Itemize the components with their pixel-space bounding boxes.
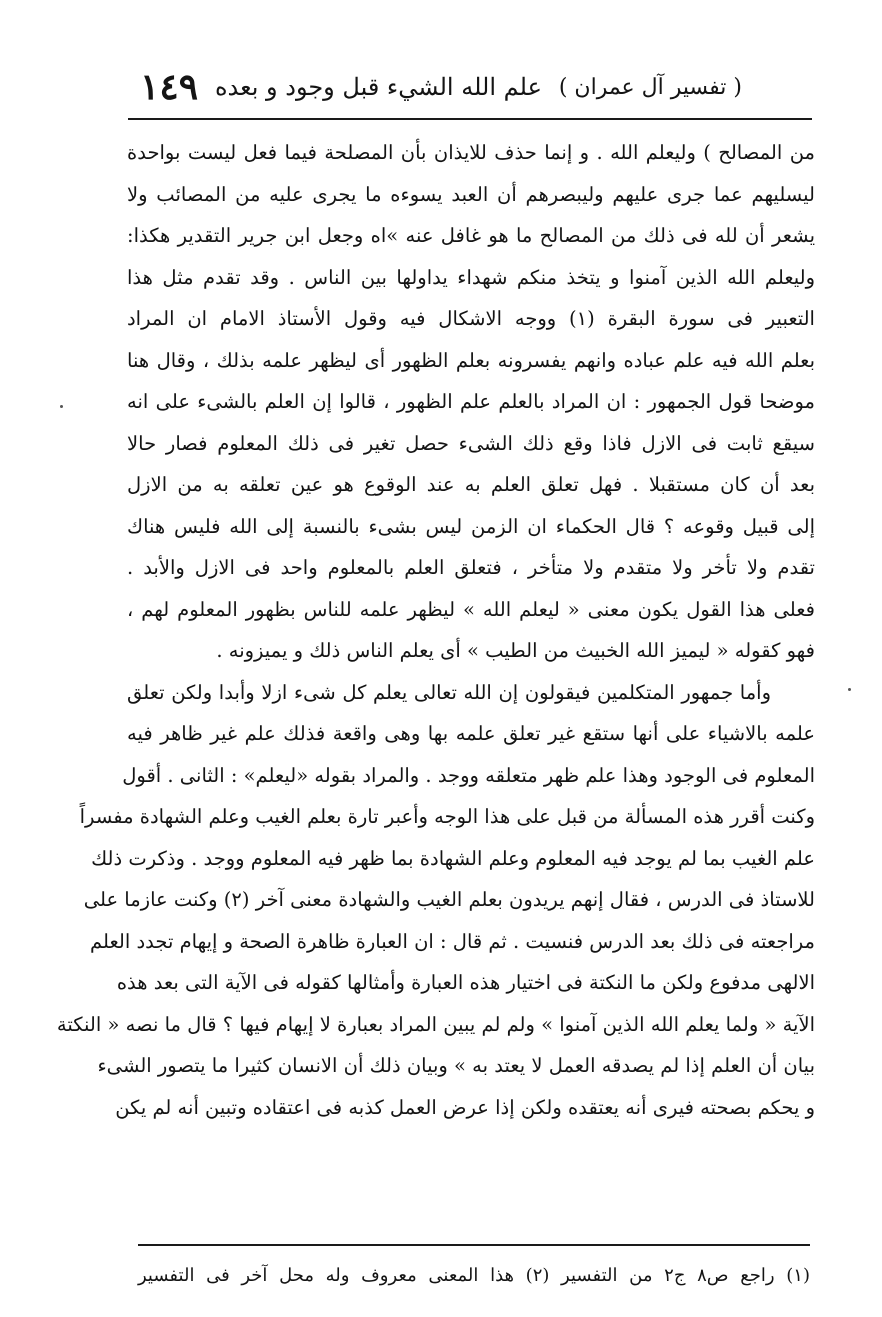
text-line-4: وليعلم الله الذين آمنوا و يتخذ منكم شهداء يداولها بين الناس . وقد تقدم مثل هذا [127,265,815,289]
text-line-11: تقدم ولا تأخر ولا متقدم ولا متأخر ، فتعلق العلم بالمعلوم واحد فى الازل والأبد . [127,556,815,579]
text-line-3: يشعر أن لله فى ذلك من المصالح ما هو غافل عنه »اه وجعل ابن جرير التقدير هكذا: [127,224,815,247]
text-line-1: من المصالح ) وليعلم الله . و إنما حذف للايذان بأن المصلحة فيما فعل ليست بواحدة [127,141,815,164]
margin-speck [60,405,63,408]
header-section-title: علم الله الشيء قبل وجود و بعده [214,73,542,101]
footnote-rule [138,1244,810,1246]
text-line-24: و يحكم بصحته فيرى أنه يعتقده ولكن إذا عرض العمل كذبه فى اعتقاده وتبين أنه لم يكن [115,1095,815,1119]
text-line-12: فعلى هذا القول يكون معنى « ليعلم الله » ليظهر علمه للناس بظهور المعلوم لهم ، [127,597,815,621]
text-line-15: علمه بالاشياء على أنها ستقع غير تعلق علمه بها وهى واقعة فذلك علم غير ظاهر فيه [127,722,815,745]
text-line-14: وأما جمهور المتكلمين فيقولون إن الله تعالى يعلم كل شىء ازلا وأبدا ولكن تعلق [127,680,771,704]
text-line-2: ليسليهم عما جرى عليهم وليبصرهم أن العبد يسوءه ما يجرى عليه من المصائب ولا [127,182,815,206]
text-line-22: الآية « ولما يعلم الله الذين آمنوا » ولم لم يبين المراد بعبارة لا إيهام فيها ؟ قال ما نصه « النكتة [56,1012,815,1036]
text-line-6: بعلم الله فيه علم عباده وانهم يفسرونه بعلم الظهور أى ليظهر علمه بذلك ، وقال هنا [127,348,815,372]
running-header [140,62,800,112]
text-line-10: إلى قبيل وقوعه ؟ قال الحكماء ان الزمن ليس بشىء بالنسبة إلى الله فليس هناك [127,514,815,538]
text-line-17: وكنت أقرر هذه المسألة من قبل على هذا الوجه وأعبر تارة بعلم الغيب وعلم الشهادة مفسراً [79,805,815,828]
text-line-19: للاستاذ فى الدرس ، فقال إنهم يريدون بعلم الغيب والشهادة معنى آخر (٢) وكنت عازما على [83,888,815,911]
footnote: (١) راجع ص٨ ج٢ من التفسير (٢) هذا المعنى معروف وله محل آخر فى التفسير [138,1265,810,1286]
page-number: ١٤٩ [140,66,199,108]
text-line-18: علم الغيب بما لم يوجد فيه المعلوم وعلم الشهادة بما ظهر فيه المعلوم ووجد . وذكرت ذلك [91,846,815,870]
header-rule [128,118,812,120]
text-line-8: سيقع ثابت فى الازل فاذا وقع ذلك الشىء حصل تغير فى ذلك المعلوم فصار حالا [127,431,815,455]
text-line-21: الالهى مدفوع ولكن ما النكتة فى اختيار هذه العبارة وأمثالها كقوله فى الآية التى بعد هذه [116,971,815,994]
main-text [56,132,815,1128]
text-line-9: بعد أن كان مستقبلا . فهل تعلق العلم به عند الوقوع هو عين تعلقه به من الازل [127,473,815,496]
text-line-5: التعبير فى سورة البقرة (١) ووجه الاشكال فيه وقول الأستاذ الامام ان المراد [127,307,815,330]
header-surah-title: ( تفسير آل عمران ) [558,74,742,100]
text-line-7: موضحا قول الجمهور : ان المراد بالعلم علم الظهور ، قالوا إن العلم بالشىء على انه [127,390,815,413]
text-line-20: مراجعته فى ذلك بعد الدرس فنسيت . ثم قال : ان العبارة ظاهرة الصحة و إيهام تجدد العلم [90,929,815,953]
text-line-16: المعلوم فى الوجود وهذا علم ظهر متعلقه ووجد . والمراد بقوله «ليعلم» : الثانى . أقول [122,763,815,787]
text-line-13: فهو كقوله « ليميز الله الخبيث من الطيب » أى يعلم الناس ذلك و يميزونه . [216,639,815,662]
margin-speck [848,688,851,691]
text-line-23: بيان أن العلم إذا لم يصدقه العمل لا يعتد به » وبيان ذلك أن الانسان كثيرا ما يتصور الشىء [97,1054,815,1077]
